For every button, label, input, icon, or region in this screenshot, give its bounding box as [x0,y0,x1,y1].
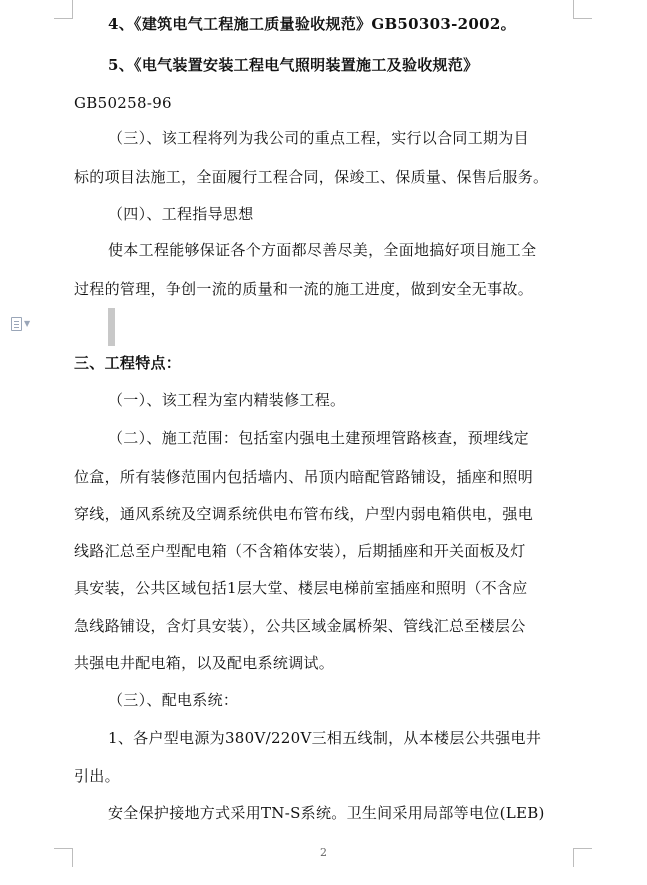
reference-item-5: 5、《电气装置安装工程电气照明装置施工及验收规范》 [108,56,479,74]
paragraph-line: 位盒，所有装修范围内包括墙内、吊顶内暗配管路铺设，插座和照明 [74,468,534,486]
reference-item-5-code: GB50258-96 [74,94,172,112]
paragraph-line: 急线路铺设，含灯具安装），公共区域金属桥架、管线汇总至楼层公 [74,617,526,635]
paragraph-line: 使本工程能够保证各个方面都尽善尽美，全面地搞好项目施工全 [108,241,537,259]
paragraph-line: 标的项目法施工，全面履行工程合同，保竣工、保质量、保售后服务。 [74,168,549,186]
chevron-down-icon: ▼ [24,319,31,328]
paragraph-line: （二）、施工范围：包括室内强电土建预埋管路核查，预埋线定 [108,429,529,447]
paragraph-line: 具安装，公共区域包括1层大堂、楼层电梯前室插座和照明（不含应 [74,579,528,597]
paragraph-line: 安全保护接地方式采用TN-S系统。卫生间采用局部等电位(LEB) [108,804,545,822]
paragraph-line: 线路汇总至户型配电箱（不含箱体安装），后期插座和开关面板及灯 [74,542,526,560]
section-heading: （四）、工程指导思想 [108,205,254,223]
paragraph-line: （一）、该工程为室内精装修工程。 [108,391,346,409]
document-icon [11,317,22,331]
paragraph-line: 穿线，通风系统及空调系统供电布管布线，户型内弱电箱供电，强电 [74,505,534,523]
paragraph-line: 1、各户型电源为380V/220V三相五线制，从本楼层公共强电井 [108,729,542,747]
document-outline-icon[interactable] [11,316,37,332]
reference-item-4: 4、《建筑电气工程施工质量验收规范》GB50303-2002。 [108,15,516,33]
paragraph-line: 共强电井配电箱，以及配电系统调试。 [74,654,335,672]
chapter-heading: 三、工程特点： [74,354,182,372]
section-heading: （三）、配电系统： [108,691,239,709]
page-number: 2 [320,846,327,859]
paragraph-line: 引出。 [74,767,120,785]
text-cursor-marker [108,308,115,346]
paragraph-line: （三）、该工程将列为我公司的重点工程，实行以合同工期为目 [108,129,529,147]
paragraph-line: 过程的管理，争创一流的质量和一流的施工进度，做到安全无事故。 [74,280,534,298]
